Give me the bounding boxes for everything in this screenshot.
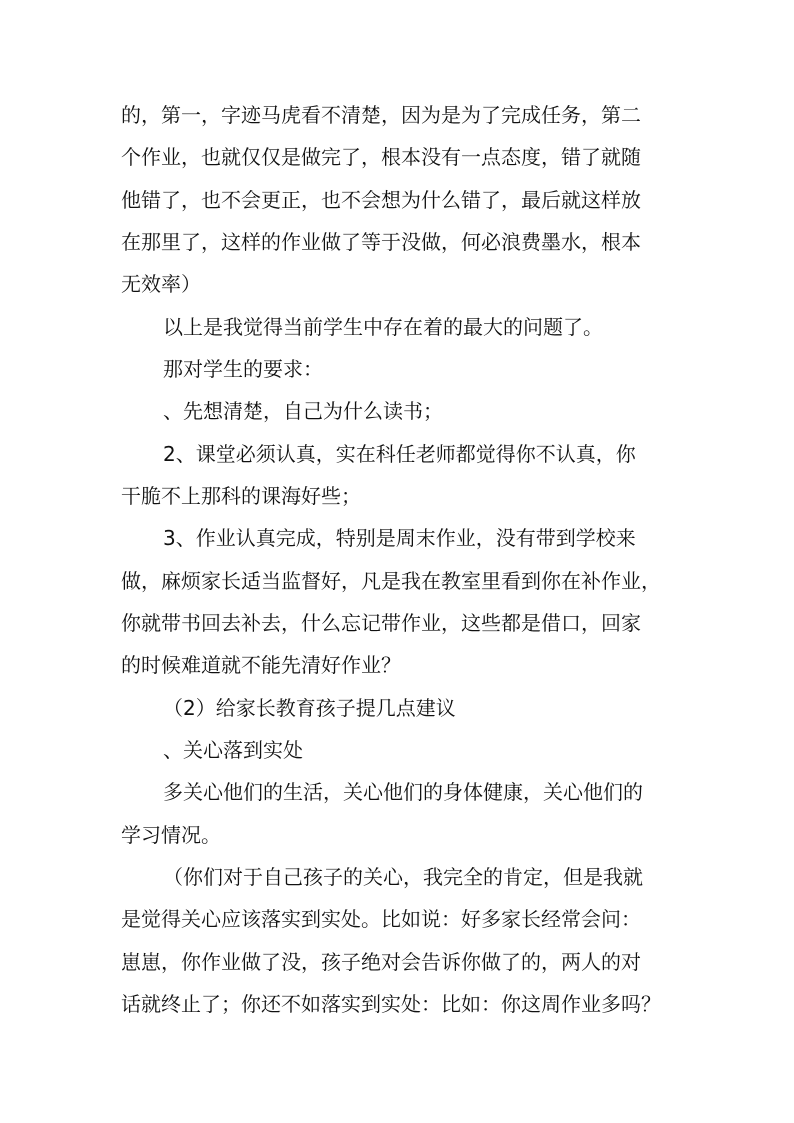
section-heading: （2）给家长教育孩子提几点建议: [163, 696, 456, 720]
text-line: 多关心他们的生活，关心他们的身体健康，关心他们的: [163, 780, 643, 804]
text-line: 是觉得关心应该落实到实处。比如说：好多家长经常会问：: [121, 907, 641, 931]
text-line: 做，麻烦家长适当监督好，凡是我在教室里看到你在补作业，: [121, 569, 661, 593]
text-line: 他错了，也不会更正，也不会想为什么错了，最后就这样放: [121, 188, 641, 212]
text-line: 无效率）: [121, 272, 201, 296]
text-line: 干脆不上那科的课海好些；: [121, 484, 361, 508]
text-line: 话就终止了；你还不如落实到实处：比如：你这周作业多吗？: [121, 992, 661, 1016]
text-line: 你就带书回去补去，什么忘记带作业，这些都是借口，回家: [121, 611, 641, 635]
text-line: 崽崽，你作业做了没，孩子绝对会告诉你做了的，两人的对: [121, 950, 641, 974]
list-item: 、先想清楚，自己为什么读书；: [163, 399, 443, 423]
text-line: （你们对于自己孩子的关心，我完全的肯定，但是我就: [163, 865, 643, 889]
list-item: 、关心落到实处: [163, 738, 303, 762]
text-line: 在那里了，这样的作业做了等于没做，何必浪费墨水，根本: [121, 230, 641, 254]
text-line: 那对学生的要求：: [163, 357, 323, 381]
text-line: 的，第一，字迹马虎看不清楚，因为是为了完成任务，第二: [121, 103, 641, 127]
text-line: 的时候难道就不能先清好作业？: [121, 653, 401, 677]
list-item: 3、作业认真完成，特别是周末作业，没有带到学校来: [163, 526, 636, 550]
text-line: 学习情况。: [121, 823, 221, 847]
list-item: 2、课堂必须认真，实在科任老师都觉得你不认真，你: [163, 442, 636, 466]
text-line: 个作业，也就仅仅是做完了，根本没有一点态度，错了就随: [121, 145, 641, 169]
text-line: 以上是我觉得当前学生中存在着的最大的问题了。: [163, 315, 603, 339]
